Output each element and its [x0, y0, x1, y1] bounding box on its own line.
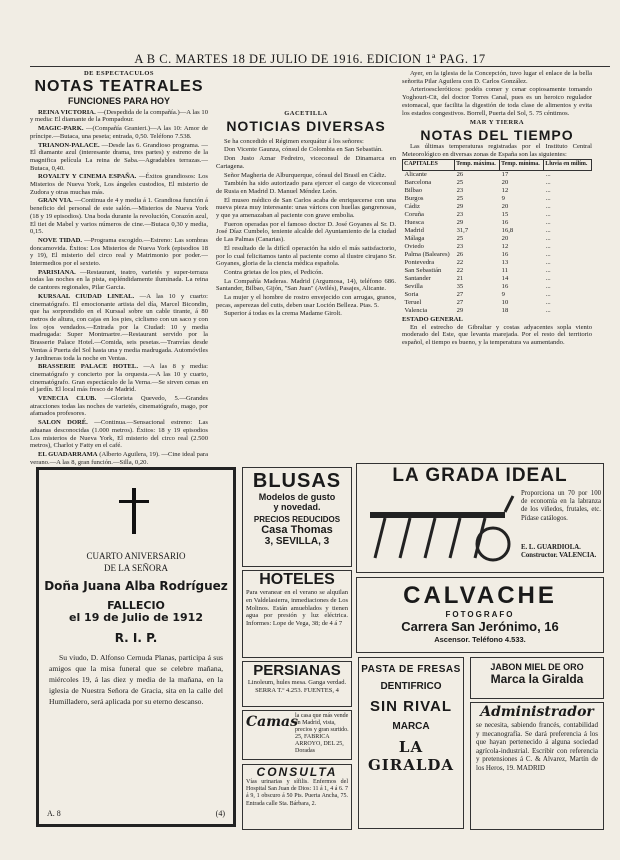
weather-max: 23 — [456, 243, 464, 251]
society-notes — [402, 70, 592, 117]
theatre-subtitle: FUNCIONES PARA HOY — [67, 95, 170, 106]
weather-header-cell: Lluvia en milím. — [544, 160, 592, 171]
ad-hoteles — [242, 570, 352, 658]
weather-rain: ... — [545, 203, 551, 211]
theatre-item-name: EL GUADARRAMA — [38, 450, 98, 458]
weather-intro: Las últimas temperaturas registradas por el Instituto Central Meteorológico en diversas zonas de España son las siguientes: — [402, 142, 592, 158]
weather-max: 29 — [456, 307, 464, 315]
theatre-item-name: VENECIA CLUB. — [38, 395, 97, 403]
fresas-l4: MARCA — [392, 721, 430, 732]
fresas-l2: DENTIFRICO — [380, 681, 442, 692]
news-paragraph: Don Justo Aznar Fedreiro, viceconsul de Dinamarca en Cartagena. — [216, 155, 396, 170]
persianas-title: PERSIANAS — [253, 662, 341, 679]
weather-rain: ... — [545, 187, 551, 195]
general-title: ESTADO GENERAL — [402, 316, 463, 324]
weather-city: Valencia — [404, 307, 428, 315]
weather-max: 26 — [456, 251, 464, 259]
weather-max: 22 — [456, 259, 464, 267]
theatre-item-text: —(Compañía Granieri.)—A las 10: Amor de príncipe.—Butaca, una peseta; entrada, 0,50. Teléfono 7.538. — [30, 125, 208, 140]
news-paragraph: El resultado de la difícil operación ha sido el más satisfactorio, por lo cual felicitamos tanto al paciente como al ilustre cirujano Sr. Goyanes, gloria de la ciencia médica española. — [216, 244, 396, 268]
weather-row — [403, 299, 592, 307]
hoteles-title: HOTELES — [259, 571, 335, 588]
weather-city: Bilbao — [404, 187, 423, 195]
obituary-body: Su viudo, D. Alfonso Cernuda Planas, participa á sus amigos que la misa funeral que se celebre mañana, miércoles 19, á las diez y media de la mañana, en la iglesia de Nuestra Señora de Gracia, sita en la calle del Humilladero, será aplicada por su eterno descanso. — [49, 653, 223, 706]
weather-max: 27 — [456, 291, 464, 299]
theatre-item — [30, 451, 208, 466]
weather-max: 23 — [456, 187, 464, 195]
weather-min: 15 — [501, 211, 509, 219]
persianas-text: Linoleum, hules mesa. Ganga verdad. SERRA T.º 4.253. FUENTES, 4 — [247, 679, 347, 694]
theatre-item — [30, 293, 208, 362]
weather-min: 10 — [501, 299, 509, 307]
theatre-item-name: TRIANON-PALACE. — [38, 141, 100, 149]
weather-row — [403, 275, 592, 283]
blusas-l5: 3, SEVILLA, 3 — [264, 536, 330, 547]
weather-table — [402, 159, 592, 315]
weather-row — [403, 291, 592, 299]
weather-min: 11 — [501, 267, 509, 275]
theatre-item-text: —Programa escogido.—Estreno: Las sombras doncamovida. Éxitos: Los Misterios de Nueva York (episodios 18 y 19), El misterio del circo real y Matrimonio por poder.—Intermedios por el sexteto. — [30, 236, 208, 268]
theatre-item-text: —(Despedida de la compañía.)—A las 10 y media: El diamante de la Pompadour. — [30, 108, 208, 124]
blusas-l1: Modelos de gusto — [258, 492, 336, 502]
cross-icon-bar — [119, 500, 149, 503]
blusas-l3: PRECIOS REDUCIDOS — [253, 515, 341, 524]
news-paragraph: También ha sido autorizado para ejercer el cargo de viceconsul de Rusia en Madrid D. Manuel Méndez León. — [216, 180, 396, 195]
weather-row — [403, 195, 592, 203]
theatre-item — [30, 197, 208, 236]
weather-max: 26 — [456, 171, 464, 179]
weather-city: San Sebastián — [404, 267, 442, 275]
obituary-line2: DE LA SEÑORA — [103, 563, 168, 573]
weather-city: Burgos — [404, 195, 424, 203]
weather-max: 29 — [456, 203, 464, 211]
theatre-item — [30, 395, 208, 418]
obituary-rip: R. I. P. — [114, 631, 158, 645]
weather-city: Palma (Baleares) — [404, 251, 450, 259]
theatre-item-name: MAGIC-PARK. — [38, 125, 84, 133]
weather-min: 9 — [501, 195, 505, 203]
blusas-title: BLUSAS — [252, 470, 342, 492]
theatre-item-text: —Éxitos grandiosos: Los Misterios de Nueva York, Los ángeles custodios, El misterio de Zudora y otras muchas más. — [30, 173, 208, 196]
camas-text: la casa que más vende en Madrid, vista, precios y gran surtido. 25, FABRICA ARROYO, DEL 25, Doradas — [295, 713, 349, 754]
admin-title: Administrador — [480, 704, 594, 720]
weather-city: Oviedo — [404, 243, 424, 251]
weather-rain: ... — [545, 171, 551, 179]
weather-city: Teruel — [404, 299, 422, 307]
theatre-item-text: —A las 10 y cuarto: cinematógrafo. El emocionante artista del día, Marcel Bicondin, que ha sorprendido en el Kurssal sobre un cable tirante, á 80 metros de altura, con cajas en los pies, ciclismo con un saco y con los ojos vendados.—Entrada por la Ciudad: 10 y media madrugada: Super Montmartre.—Restaurant servido por la Brasserie Palace Hotel.—Comida, seis pesetas.—Tranvías desde Ventas á Puerta del Sol hasta una y media madrugada. Automóviles y Jardineras toda la noche en Ventas. — [30, 292, 209, 362]
blusas-l4: Casa Thomas — [261, 524, 333, 536]
news-paragraph: Contra grietas de los pies, el Pedicón. — [224, 268, 324, 276]
weather-min: 20 — [501, 235, 509, 243]
weather-min: 12 — [501, 187, 509, 195]
news-paragraph: Señor Magheria de Alburquerque, cónsul del Brasil en Cádiz. — [224, 171, 387, 179]
calvache-sub: FOTOGRAFO — [445, 610, 515, 619]
weather-rain: ... — [545, 243, 551, 251]
weather-max: 35 — [456, 283, 464, 291]
weather-rain: ... — [545, 235, 551, 243]
ad-calvache — [356, 577, 604, 653]
weather-rain: ... — [545, 307, 551, 315]
weather-max: 27 — [456, 299, 464, 307]
theatre-list — [30, 109, 208, 467]
weather-city: Santander — [404, 275, 431, 283]
weather-min: 16 — [501, 219, 509, 227]
weather-min: 17 — [501, 171, 509, 179]
weather-min: 16 — [501, 251, 509, 259]
theatre-item-text: —Glorieta Quevedo, 5.—Grandes atracciones todas las noches de varietés, cinematógrafo, mago, por afamados profesores. — [30, 395, 208, 418]
weather-header-cell: Temp. máxima. — [455, 160, 500, 171]
weather-row — [403, 171, 592, 180]
weather-max: 21 — [456, 275, 464, 283]
weather-city: Alicante — [404, 171, 427, 179]
blusas-l2: y novedad. — [273, 502, 321, 512]
theatre-item-name: BRASSERIE PALACE HOTEL. — [38, 363, 138, 371]
weather-city: Madrid — [404, 227, 424, 235]
weather-city: Huesca — [404, 219, 424, 227]
weather-city: Soria — [404, 291, 419, 299]
jabon-l1: JABON MIEL DE ORO — [490, 662, 584, 672]
weather-max: 23 — [456, 211, 464, 219]
theatre-item-text: —Restaurant, teatro, varietés y super-terraza todas las noches en la pista, espléndidamente iluminada. La reina de cantores regionales, Pilar Garcia. — [30, 268, 208, 292]
weather-header-row — [403, 160, 592, 171]
theatre-item-name: NOVE TIDAD. — [38, 236, 82, 244]
weather-rain: ... — [545, 195, 551, 203]
ad-blusas — [242, 467, 352, 567]
weather-min: 13 — [501, 259, 509, 267]
column-weather — [402, 70, 592, 460]
weather-row — [403, 203, 592, 211]
grada-maker: E. L. GUARDIOLA. Constructor. VALENCIA. — [521, 544, 597, 559]
consulta-text: Vías urinarias y sífilis. Enfermos del Hospital San Juan de Dios: 11 á 1, 4 á 6. 7 á 9, 1 obscuro á 50 Pts. Puerta Ancha, 75. Entrada calle Sta. Bárbara, 2. — [246, 779, 348, 807]
column-news — [216, 70, 396, 460]
weather-city: Málaga — [404, 235, 425, 243]
calvache-title: CALVACHE — [403, 582, 557, 609]
weather-min: 16,8 — [501, 227, 514, 235]
weather-row — [403, 179, 592, 187]
obituary-line1: CUARTO ANIVERSARIO — [86, 551, 186, 561]
ad-grada — [356, 463, 604, 573]
weather-max: 31,7 — [456, 227, 469, 235]
weather-rain: ... — [545, 211, 551, 219]
weather-rain: ... — [545, 283, 551, 291]
weather-rain: ... — [545, 219, 551, 227]
ad-fresas — [358, 657, 464, 829]
weather-row — [403, 243, 592, 251]
news-kicker: GACETILLA — [284, 110, 328, 117]
obituary-box — [36, 467, 236, 827]
page-header: A B C. MARTES 18 DE JULIO DE 1916. EDICION 1ª PAG. 17 — [134, 52, 486, 66]
obituary-name: Doña Juana Alba Rodríguez — [44, 579, 228, 593]
weather-city: Sevilla — [404, 283, 423, 291]
weather-min: 16 — [501, 283, 509, 291]
weather-min: 9 — [501, 291, 505, 299]
weather-max: 25 — [456, 195, 464, 203]
society-paragraph: Ayer, en la iglesia de la Concepción, tuvo lugar el enlace de la bella señorita Pilar Aguilera con D. Carlos González. — [402, 70, 592, 85]
theatre-item-name: ROYALTY Y CINEMA ESPAÑA. — [38, 173, 137, 181]
obituary-date: el 19 de Julio de 1912 — [69, 611, 203, 624]
fresas-l3: SIN RIVAL — [369, 698, 453, 715]
obituary-ref-left: A. 8 — [47, 809, 61, 818]
weather-max: 25 — [456, 235, 464, 243]
theatre-item — [30, 173, 208, 196]
grada-text: Proporciona un 70 por 100 de economía en la labranza de los viñedos, frutales, etc. Pídase catálogos. — [521, 490, 601, 522]
news-paragraph: La Compañía Maderas. Madrid (Argumosa, 14), teléfono 686. Santander, Bilbao, Gijón, "San Juan" (Avilés), Pasajes, Alicante. — [216, 277, 396, 293]
weather-rain: ... — [545, 227, 551, 235]
theatre-item-text: —Continua de 4 y media á 1. Grandiosa función á beneficio del personal de este salón.—Misterios de Nueva York (18 y 19 episodios). Una boda durante la revolución, Corazón azul, El tiet de Mabel y varios números de cine.—Butaca 0,30 y media, 0,15. — [30, 197, 208, 236]
general-text: En el estrecho de Gibraltar y costas adyacentes sopla viento moderado del Este, que levanta marejada. Por el resto del territorio español, el tiempo es bueno, y la temperatura va aumentando. — [402, 323, 592, 347]
theatre-item — [30, 237, 208, 268]
weather-min: 12 — [501, 243, 509, 251]
fresas-l1: PASTA DE FRESAS — [361, 664, 461, 675]
weather-max: 22 — [456, 267, 464, 275]
news-title: NOTICIAS DIVERSAS — [226, 117, 386, 134]
weather-rain: ... — [545, 251, 551, 259]
ad-administrador — [470, 702, 604, 830]
theatre-item — [30, 109, 208, 124]
column-theatre — [30, 70, 209, 466]
theatre-item-name: KURSAAL CIUDAD LINEAL. — [38, 292, 135, 300]
obituary-died: FALLECIO — [107, 599, 165, 612]
theatre-item-name: GRAN VIA. — [38, 197, 73, 205]
weather-row — [403, 259, 592, 267]
weather-kicker: MAR Y TIERRA — [469, 119, 525, 127]
theatre-kicker: DE ESPECTACULOS — [83, 70, 155, 77]
weather-header-cell: Temp. mínima. — [500, 160, 544, 171]
theatre-item-text: (Alberto Aguilera, 19). —Cine ideal para verano.—A las 8, gran función.—Silla, 0,20. — [30, 450, 208, 466]
weather-header-cell: CAPITALES — [403, 160, 455, 171]
weather-min: 14 — [501, 275, 509, 283]
theatre-title: NOTAS TEATRALES — [34, 77, 204, 95]
header-rule — [30, 66, 610, 67]
news-paragraph: La mujer y el hombre de rostro envejecido con arrugas, granos, pecas, asperezas del cutis, deben usar Loción Belleza. Ptas. 5. — [216, 294, 396, 309]
weather-min: 18 — [501, 307, 509, 315]
weather-rain: ... — [545, 259, 551, 267]
society-paragraph: Arterioescleróticos: podéis comer y cenar copiosamente tomando Yoghourt-Cit, del doctor Torres Canal, pues es un heroico regulador estomacal, que facilita la digestión de toda clase de alimentos y evita los estados congestivos. Borrell, Puerta del Sol, 5. 75 céntimos. — [402, 86, 592, 117]
theatre-item-name: REINA VICTORIA. — [38, 108, 96, 116]
cross-icon — [132, 488, 136, 534]
grada-title: LA GRADA IDEAL — [392, 465, 568, 486]
weather-rain: ... — [545, 291, 551, 299]
weather-title: NOTAS DEL TIEMPO — [420, 126, 574, 143]
theatre-item — [30, 419, 208, 450]
weather-row — [403, 235, 592, 243]
camas-word: Camas — [246, 714, 298, 730]
weather-rain: ... — [545, 275, 551, 283]
weather-body — [403, 171, 592, 316]
ad-camas — [242, 710, 352, 760]
jabon-l2: Marca la Giralda — [490, 672, 584, 686]
fresas-l5: LA GIRALDA — [367, 738, 455, 774]
calvache-addr: Carrera San Jerónimo, 16 — [401, 619, 559, 634]
weather-city: Cádiz — [404, 203, 420, 211]
weather-row — [403, 267, 592, 275]
theatre-item — [30, 125, 208, 140]
weather-max: 29 — [456, 219, 464, 227]
theatre-item — [30, 142, 208, 173]
news-paragraph: Se ha concedido el Régimen exequátur á los señores: — [224, 137, 364, 145]
weather-max: 25 — [456, 179, 464, 187]
news-list — [216, 138, 396, 318]
theatre-item-text: —Desde las 6. Grandioso programa. — El diamante azul (interesante drama, tres partes) y estreno de la magnifica película La reina de Saba.—Agradables terrazas.—Butaca, 0,40. — [30, 141, 208, 172]
weather-row — [403, 227, 592, 235]
admin-text: se necesita, sabiendo francés, contabilidad y mecanografía. Se dará preferencia á los que hayan pertenecido á alguna sociedad agrícola-industrial. Escribir con referencia y pretensiones á C. & Alvarez, Martín de los Heros, 19. MADRID — [476, 721, 598, 772]
theatre-item — [30, 269, 208, 292]
obituary-ref-right: (4) — [215, 809, 225, 818]
weather-rain: ... — [545, 267, 551, 275]
news-paragraph: Superior á todas es la crema Madame Girolt. — [224, 310, 342, 318]
theatre-item-text: —Continua.—Sensacional estreno: Las aduanas desconocidas (1.000 metros). Éxitos: 18 y 19 episodios Los misterios de Nueva York, El misterio del circo real (2.500 metros), Charlot y Fatty en el café. — [30, 419, 208, 450]
weather-row — [403, 307, 592, 315]
theatre-item — [30, 363, 208, 394]
ad-persianas — [242, 661, 352, 707]
harrow-illustration — [365, 492, 515, 568]
consulta-title: CONSULTA — [256, 765, 338, 779]
weather-row — [403, 187, 592, 195]
theatre-item-text: —A las 8 y media: cinematógrafo y concierto por la orquesta.—A las 10 y cuarto, cinematógrafo. Gran espectáculo de la Verna.—Se sirven cenas en el jardín. El local más fresco de Madrid. — [30, 363, 208, 394]
hoteles-text: Para veranear en el verano se alquilan en Valdelasierra, inmediaciones de Los Molinos. Están amueblados y tienen agua por presión y luz eléctrica. Informes: Lope de Vega, 38; de 4 á 7 — [246, 589, 348, 628]
ad-jabon — [470, 657, 604, 699]
theatre-item-name: PARISIANA. — [38, 268, 76, 276]
ad-consulta — [242, 764, 352, 830]
calvache-tel: Ascensor. Teléfono 4.533. — [434, 635, 526, 644]
news-paragraph: Don Vicente Gaunza, cónsul de Colombia en San Sebastián. — [224, 146, 383, 154]
news-paragraph: Fueron operadas por el famoso doctor D. José Goyanes al Sr. D. José Díaz Cumbelo, teniente alcalde del Ayuntamiento de la ciudad de Las Palmas (Canarias). — [216, 220, 396, 244]
weather-row — [403, 211, 592, 219]
weather-city: Pontevedra — [404, 259, 435, 267]
weather-min: 20 — [501, 203, 509, 211]
weather-city: Barcelona — [404, 179, 432, 187]
theatre-item-name: SALON DORÉ. — [38, 419, 88, 427]
weather-rain: ... — [545, 179, 551, 187]
weather-min: 20 — [501, 179, 509, 187]
weather-row — [403, 283, 592, 291]
weather-rain: ... — [545, 299, 551, 307]
weather-row — [403, 251, 592, 259]
weather-row — [403, 219, 592, 227]
weather-city: Coruña — [404, 211, 424, 219]
news-paragraph: El museo médico de San Carlos acaba de enriquecerse con una nueva pieza muy interesante: unas várices con huellas gangrenosas, y que ya amenazaban al paciente con grave embolia. — [216, 196, 396, 220]
